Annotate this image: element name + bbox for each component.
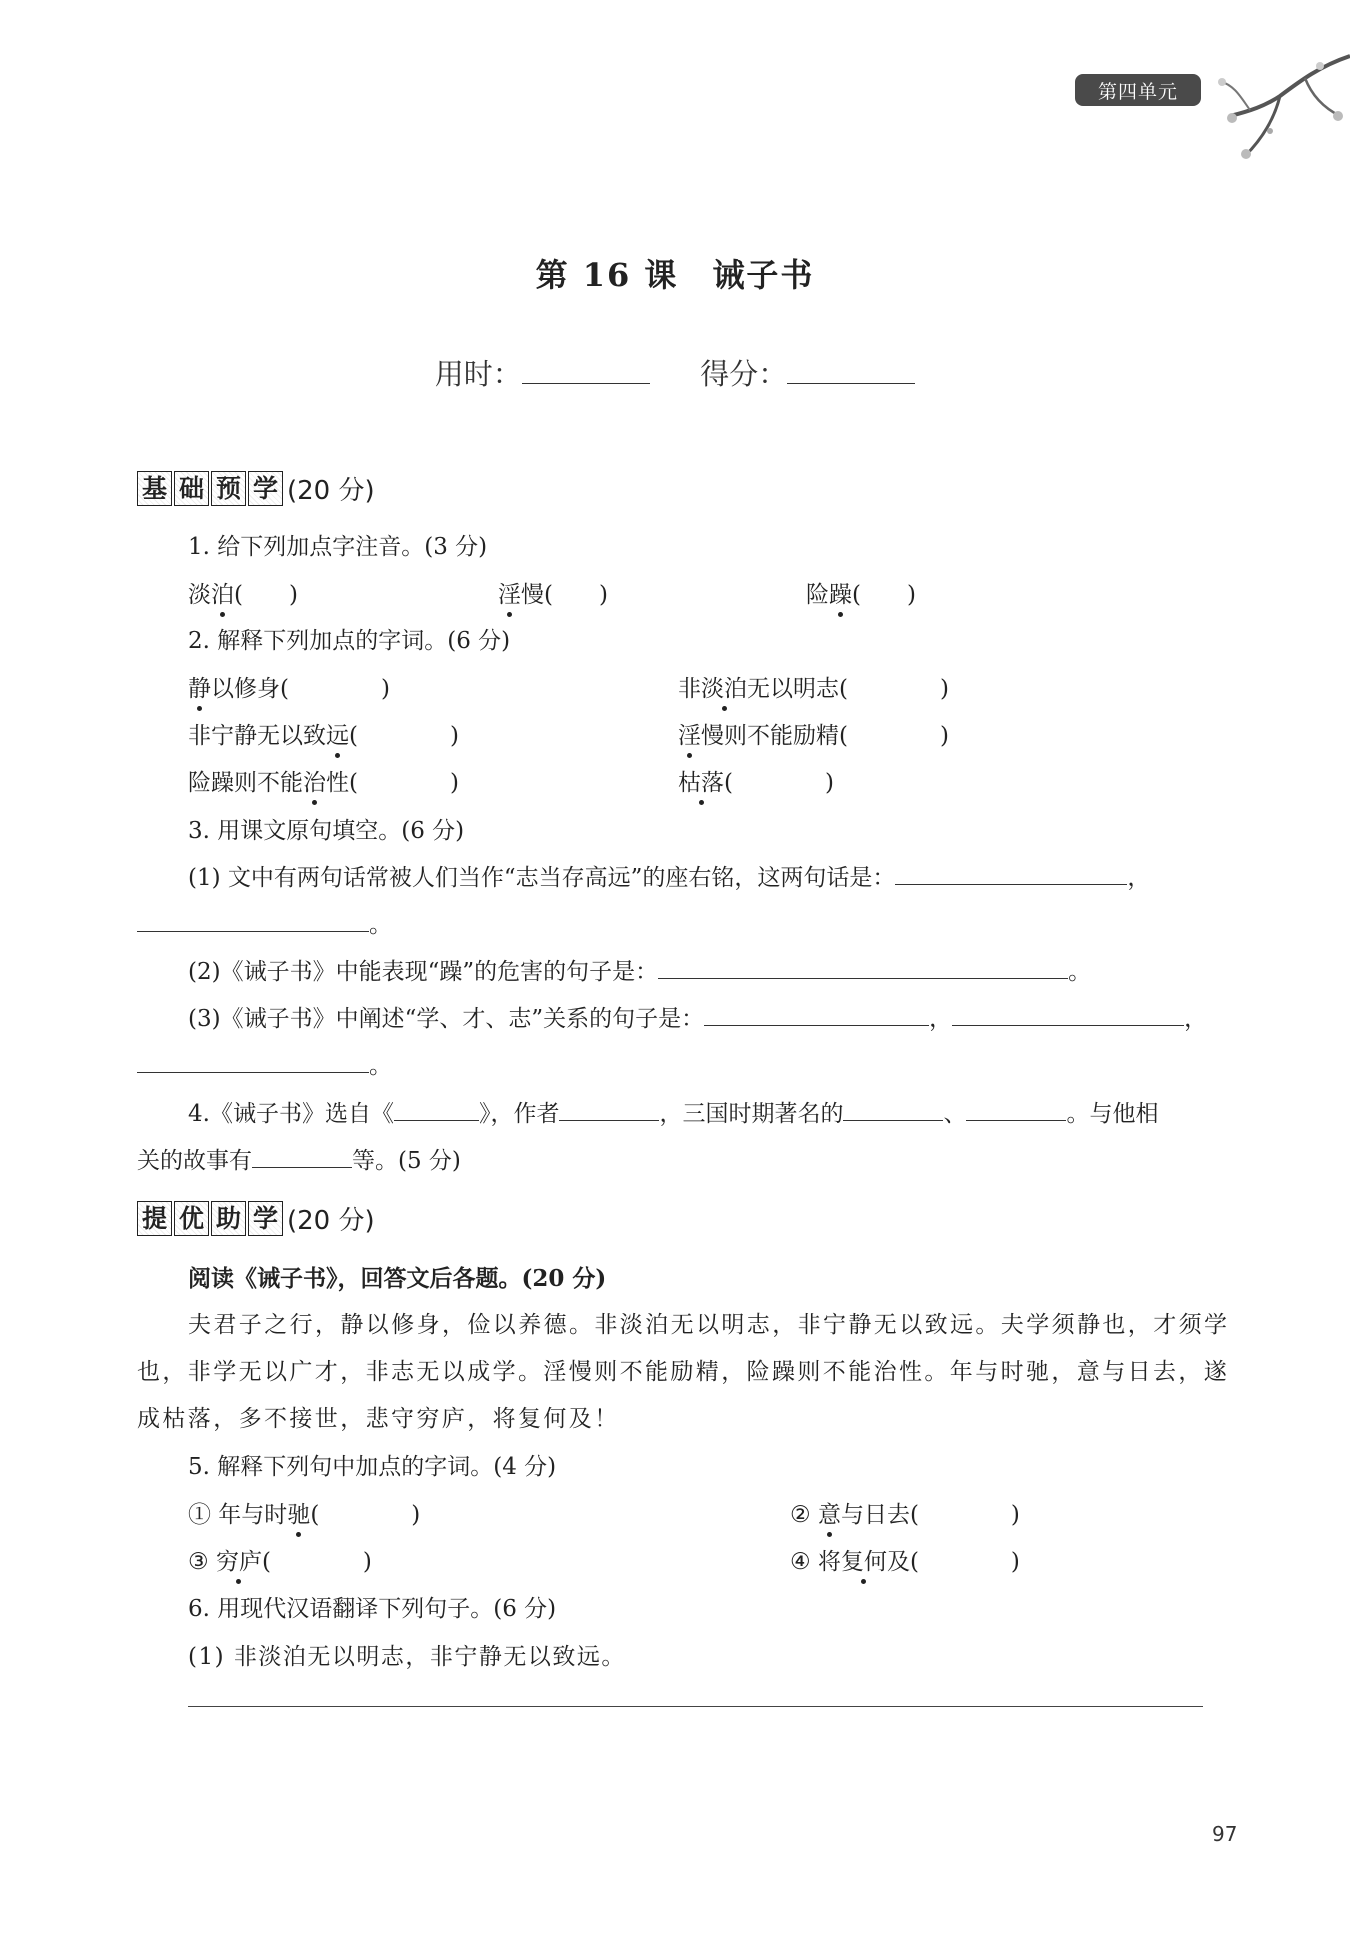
answer-line[interactable] <box>188 1706 1203 1707</box>
q6-prompt: 6. 用现代汉语翻译下列句子。(6 分) <box>188 1596 557 1622</box>
answer-paren[interactable]: ( ) <box>349 723 459 749</box>
q5-item: ④ 将复何及( ) <box>790 1543 1020 1576</box>
q2-prompt: 2. 解释下列加点的字词。(6 分) <box>188 628 511 654</box>
section-char: 优 <box>174 1201 209 1236</box>
answer-blank[interactable] <box>559 1120 659 1121</box>
passage-line: 成枯落，多不接世，悲守穷庐，将复何及！ <box>137 1406 620 1432</box>
dotted-char: 枯落 <box>678 764 724 797</box>
passage-line: 夫君子之行，静以修身，俭以养德。非淡泊无以明志，非宁静无以致远。夫学须静也，才须学 <box>188 1312 1230 1338</box>
score-label: 得分： <box>700 357 788 391</box>
q5-item: ② 意与日去( ) <box>790 1496 1020 1529</box>
answer-paren[interactable]: 与日去( ) <box>840 1502 1020 1528</box>
q2-item <box>678 717 949 750</box>
section-basic-heading <box>137 470 375 507</box>
q3-part3-cont: 。 <box>137 1047 392 1080</box>
plum-branch-illustration <box>1210 36 1350 166</box>
section-char: 提 <box>137 1201 172 1236</box>
section-advanced-heading <box>137 1200 375 1237</box>
answer-paren[interactable]: 性( ) <box>326 770 459 796</box>
dotted-char: 治 <box>303 764 326 797</box>
dotted-char: 静 <box>188 670 211 703</box>
answer-paren[interactable]: ( ) <box>852 582 916 608</box>
dotted-char: 淫 <box>678 717 701 750</box>
answer-blank[interactable] <box>843 1120 943 1121</box>
score-blank[interactable] <box>787 383 915 384</box>
dotted-char: 穷庐 <box>216 1543 262 1576</box>
answer-paren[interactable]: 慢则不能励精( ) <box>701 723 949 749</box>
passage-line: 也，非学无以广才，非志无以成学。淫慢则不能励精，险躁则不能治性。年与时驰，意与日去，遂 <box>137 1359 1230 1385</box>
dotted-char: 远 <box>326 717 349 750</box>
q3-part2: (2)《诫子书》中能表现“躁”的危害的句子是： 。 <box>188 959 1092 985</box>
reading-instruction: 阅读《诫子书》，回答文后各题。(20 分) <box>188 1265 607 1292</box>
answer-blank[interactable] <box>252 1167 352 1168</box>
dotted-char: 驰 <box>287 1496 310 1529</box>
answer-paren[interactable]: 以修身( ) <box>211 676 390 702</box>
section-points: (20 分) <box>287 476 375 506</box>
unit-badge: 第四单元 <box>1075 74 1201 106</box>
time-blank[interactable] <box>522 383 650 384</box>
answer-blank[interactable] <box>137 1072 369 1073</box>
dotted-char: 躁 <box>829 576 852 609</box>
dotted-char: 意 <box>818 1496 841 1529</box>
q4-line2: 关的故事有 等。(5 分) <box>137 1148 461 1174</box>
q5-prompt: 5. 解释下列句中加点的字词。(4 分) <box>188 1454 557 1480</box>
answer-blank[interactable] <box>704 1025 929 1026</box>
q1-prompt: 1. 给下列加点字注音。(3 分) <box>188 534 488 560</box>
q4-line1: 4.《诫子书》选自《 》，作者 ，三国时期著名的 、 。与他相 <box>188 1101 1159 1127</box>
dotted-char: 淡泊 <box>701 670 747 703</box>
q2-item: 非宁静无以致远( ) <box>188 717 459 750</box>
q2-item: 非淡泊无以明志( ) <box>678 670 949 703</box>
lesson-title: 第 16 课 诫子书 <box>535 256 815 294</box>
q3-prompt: 3. 用课文原句填空。(6 分) <box>188 818 465 844</box>
answer-blank[interactable] <box>966 1120 1066 1121</box>
answer-paren[interactable]: ( ) <box>310 1502 421 1528</box>
q1-item: 险躁( ) <box>806 576 916 609</box>
q3-part3: (3)《诫子书》中阐述“学、才、志”关系的句子是： ， ， <box>188 1006 1208 1032</box>
q5-item: ① 年与时驰( ) <box>188 1496 420 1529</box>
q5-item: ③ 穷庐( ) <box>188 1543 372 1576</box>
dotted-char: 淫 <box>498 576 521 609</box>
answer-blank[interactable] <box>137 931 369 932</box>
section-char: 础 <box>174 471 209 506</box>
answer-paren[interactable]: ( ) <box>234 582 298 608</box>
answer-blank[interactable] <box>658 978 1068 979</box>
dotted-char: 泊 <box>211 576 234 609</box>
time-score-row <box>0 352 1350 393</box>
q1-item <box>498 576 608 609</box>
answer-paren[interactable]: ( ) <box>261 1549 372 1575</box>
section-char: 学 <box>248 471 283 506</box>
q3-part1-cont: 。 <box>137 906 392 939</box>
section-char: 预 <box>211 471 246 506</box>
section-char: 学 <box>248 1201 283 1236</box>
q2-item <box>678 764 834 797</box>
answer-blank[interactable] <box>895 884 1127 885</box>
page-number: 97 <box>1212 1822 1238 1846</box>
answer-paren[interactable]: ( ) <box>724 770 834 796</box>
q2-item <box>188 670 390 703</box>
q1-item: 淡泊( ) <box>188 576 298 609</box>
q2-item: 险躁则不能治性( ) <box>188 764 459 797</box>
answer-paren[interactable]: ( ) <box>909 1549 1020 1575</box>
time-label: 用时： <box>434 357 522 391</box>
answer-paren[interactable]: 慢( ) <box>521 582 608 608</box>
section-char: 助 <box>211 1201 246 1236</box>
section-char: 基 <box>137 471 172 506</box>
q3-part1: (1) 文中有两句话常被人们当作“志当存高远”的座右铭，这两句话是： ， <box>188 865 1151 891</box>
answer-paren[interactable]: 无以明志( ) <box>747 676 949 702</box>
answer-blank[interactable] <box>952 1025 1184 1026</box>
section-points: (20 分) <box>287 1206 375 1236</box>
dotted-char: 将复何及 <box>818 1543 910 1576</box>
answer-blank[interactable] <box>394 1120 479 1121</box>
q6-part1: (1) 非淡泊无以明志，非宁静无以致远。 <box>188 1644 626 1670</box>
